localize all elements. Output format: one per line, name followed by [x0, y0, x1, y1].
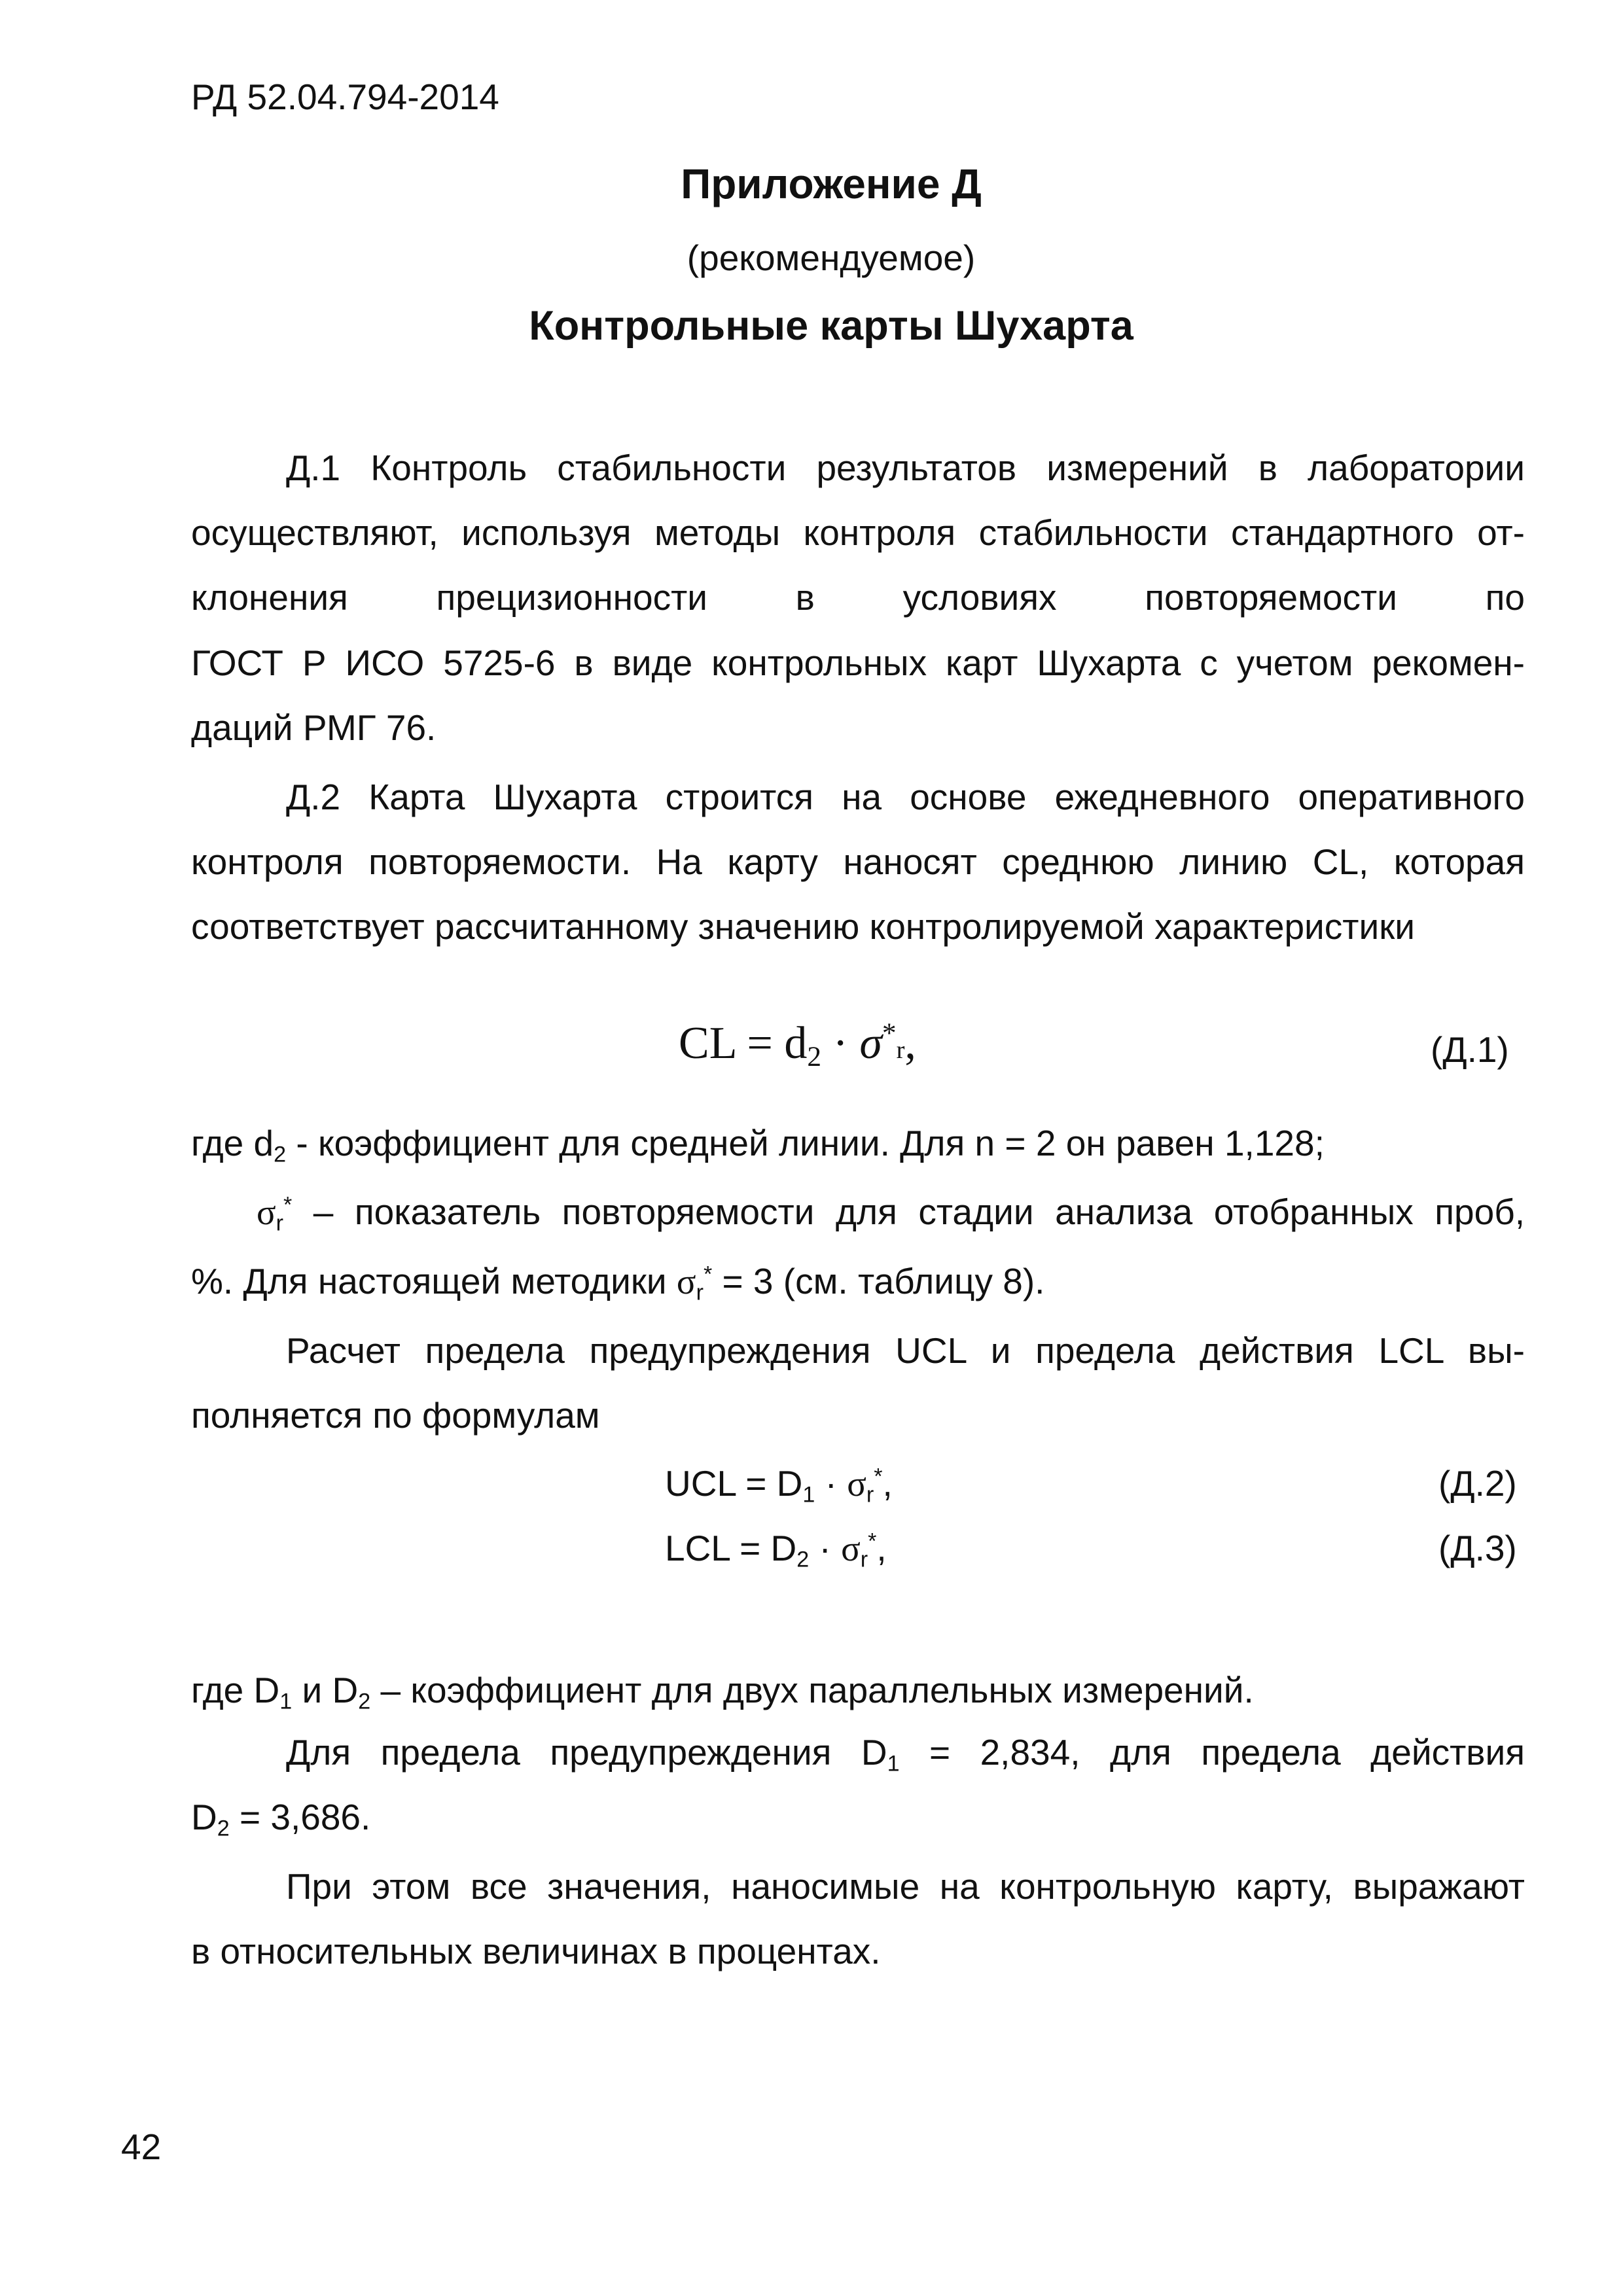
- sigma-star: *: [874, 1464, 883, 1489]
- para-d1-line: осуществляют, используя методы контроля стабильности стандартного от-: [191, 512, 1525, 553]
- sigma-subscript: r: [276, 1210, 284, 1236]
- sigma-subscript: r: [866, 1482, 874, 1508]
- formula-cl-dot: ·: [821, 1018, 860, 1069]
- sigma-value-text: = 3 (см. таблицу 8).: [712, 1261, 1045, 1301]
- sigma-symbol: σ: [676, 1262, 696, 1301]
- formula-cl-lhs: CL = d: [679, 1018, 808, 1069]
- where-d2-prefix: где d: [191, 1123, 274, 1163]
- where-d2-line: [191, 1123, 1325, 1167]
- para-d1-line: Д.1 Контроль стабильности результатов измерений в лаборатории: [286, 448, 1525, 488]
- sigma-subscript: r: [860, 1547, 868, 1572]
- formula-number: (Д.3): [1438, 1528, 1517, 1568]
- sigma-definition-text: – показатель повторяемости для стадии анализа отобранных проб,: [292, 1192, 1525, 1232]
- formula-ucl: [665, 1463, 893, 1508]
- where-d2-subscript: 2: [274, 1142, 287, 1167]
- limits-text: Для предела предупреждения D: [286, 1732, 887, 1773]
- limits-subscript: 1: [887, 1751, 900, 1776]
- para-d2-line: соответствует рассчитанному значению контролируемой характеристики: [191, 906, 1415, 947]
- formula-lcl-subscript: 2: [796, 1547, 810, 1572]
- formula-cl-r: r: [896, 1036, 905, 1064]
- sigma-symbol: σ: [847, 1464, 866, 1504]
- limits-subscript: 2: [217, 1816, 230, 1841]
- formula-lcl-dot: ·: [809, 1528, 842, 1568]
- final-line: При этом все значения, наносимые на контрольную карту, выражают: [286, 1866, 1525, 1907]
- sigma-subscript: r: [696, 1280, 704, 1305]
- calc-line: Расчет предела предупреждения UCL и предела действия LCL вы-: [286, 1330, 1525, 1371]
- formula-number: (Д.2): [1438, 1463, 1517, 1504]
- calc-line: полняется по формулам: [191, 1395, 600, 1436]
- formula-lcl: [665, 1528, 887, 1572]
- sigma-definition-line: [257, 1192, 1525, 1236]
- where-d-text: где D: [191, 1670, 280, 1710]
- page-number: 42: [121, 2127, 162, 2167]
- limits-text: = 2,834, для предела действия: [899, 1732, 1525, 1773]
- where-d-subscript: 2: [358, 1689, 371, 1714]
- sigma-symbol: σ: [859, 1018, 882, 1069]
- where-d-text: и D: [292, 1670, 359, 1710]
- sigma-star: *: [703, 1262, 713, 1287]
- where-d2-text: - коэффициент для средней линии. Для n = 2 он равен 1,128;: [286, 1123, 1325, 1163]
- sigma-symbol: σ: [841, 1528, 861, 1568]
- limits-line: [191, 1797, 371, 1841]
- limits-line: [286, 1732, 1525, 1776]
- final-line: в относительных величинах в процентах.: [191, 1931, 881, 1971]
- para-d1-line: ГОСТ Р ИСО 5725-6 в виде контрольных карт Шухарта с учетом рекомен-: [191, 643, 1525, 683]
- formula-cl-subscript: 2: [807, 1041, 822, 1073]
- sigma-star: *: [283, 1192, 293, 1218]
- para-d2-line: контроля повторяемости. На карту наносят среднюю линию CL, которая: [191, 841, 1525, 882]
- formula-cl: [679, 1017, 916, 1076]
- sigma-symbol: σ: [257, 1192, 276, 1232]
- para-d2-line: Д.2 Карта Шухарта строится на основе ежедневного оперативного: [286, 777, 1525, 817]
- limits-text: = 3,686.: [229, 1797, 371, 1837]
- sigma-value-prefix: %. Для настоящей методики: [191, 1261, 677, 1301]
- sigma-star: *: [868, 1528, 877, 1554]
- where-d1-d2-line: [191, 1670, 1254, 1714]
- sigma-value-line: [191, 1261, 1045, 1305]
- formula-cl-star: *: [882, 1017, 897, 1050]
- para-d1-line: клонения прецизионности в условиях повторяемости по: [191, 577, 1525, 618]
- formula-number: (Д.1): [1431, 1029, 1509, 1070]
- formula-ucl-subscript: 1: [802, 1482, 815, 1508]
- where-d-text: – коэффициент для двух параллельных измерений.: [370, 1670, 1254, 1710]
- where-d-subscript: 1: [279, 1689, 293, 1714]
- limits-text: D: [191, 1797, 217, 1837]
- para-d1-line: даций РМГ 76.: [191, 707, 437, 748]
- formula-ucl-lhs: UCL = D: [665, 1463, 803, 1504]
- appendix-subtitle: Контрольные карты Шухарта: [529, 303, 1133, 349]
- formula-lcl-lhs: LCL = D: [665, 1528, 797, 1568]
- document-number: РД 52.04.794-2014: [191, 77, 499, 117]
- formula-ucl-comma: ,: [882, 1463, 893, 1504]
- appendix-title: Приложение Д: [681, 160, 982, 207]
- appendix-status: (рекомендуемое): [687, 238, 976, 278]
- formula-ucl-dot: ·: [815, 1463, 847, 1504]
- formula-lcl-comma: ,: [876, 1528, 887, 1568]
- formula-cl-comma: ,: [904, 1018, 916, 1069]
